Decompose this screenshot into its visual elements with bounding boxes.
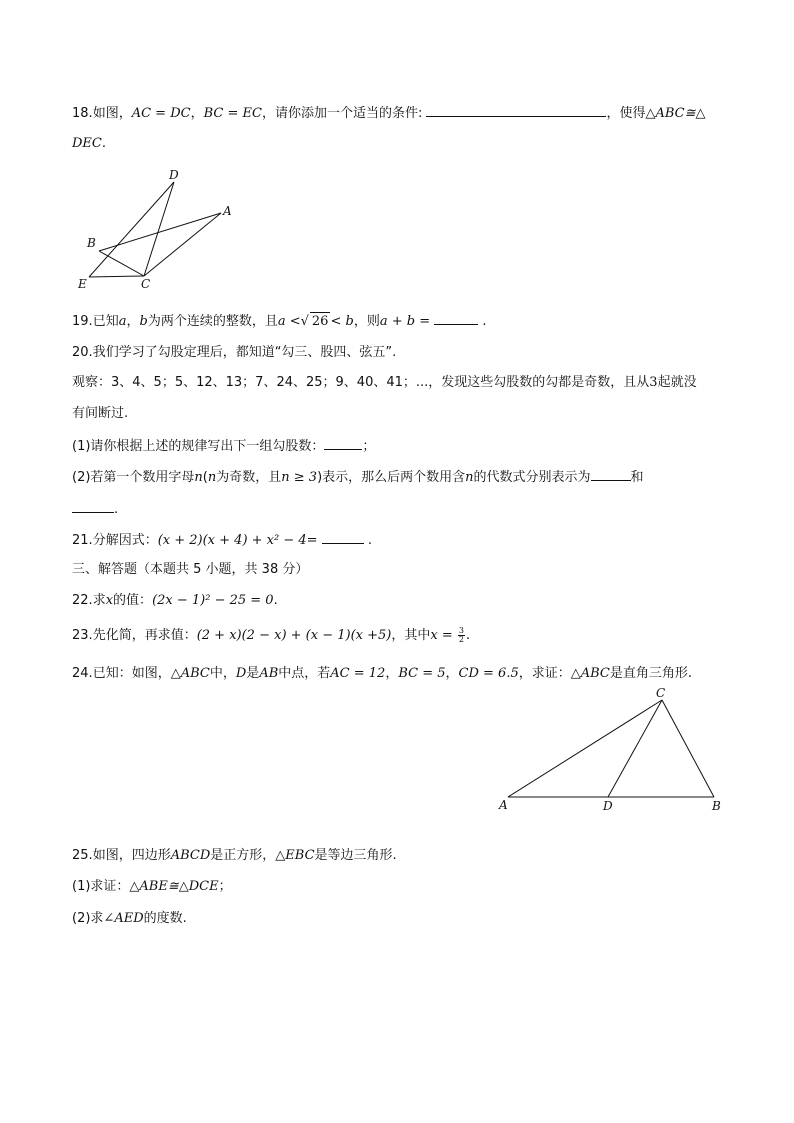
q18-label-E: E bbox=[78, 277, 87, 291]
q21-line: 21.分解因式：(x + 2)(x + 4) + x² − 4= . bbox=[72, 533, 372, 548]
q20-part2-cont: . bbox=[72, 500, 118, 519]
q24-label-C: C bbox=[656, 686, 666, 700]
q20-part1: (1)请你根据上述的规律写出下一组勾股数： ； bbox=[72, 439, 376, 454]
q20-part1-blank[interactable] bbox=[324, 437, 362, 450]
q18-label-D: D bbox=[169, 168, 179, 182]
q18-label-B: B bbox=[87, 236, 96, 250]
q21-answer-blank[interactable] bbox=[322, 531, 364, 544]
q18-label-C: C bbox=[141, 277, 151, 291]
q24-segment-AC bbox=[508, 700, 662, 797]
q25-part2: (2)求∠AED的度数. bbox=[72, 911, 187, 926]
q18-segment-BA bbox=[99, 213, 221, 251]
q20-observe-line2: 有间断过. bbox=[72, 406, 129, 421]
q21-number: 21. bbox=[72, 533, 93, 548]
q18-segment-AC bbox=[144, 213, 221, 276]
q20-part2: (2)若第一个数用字母n(n为奇数，且n ≥ 3)表示，那么后两个数用含n的代数式分别表示为 和 bbox=[72, 470, 644, 485]
q18-line1: 18.如图，AC = DC，BC = EC，请你添加一个适当的条件: ，使得△ABC≅△ bbox=[72, 106, 706, 121]
q19-answer-blank[interactable] bbox=[434, 312, 478, 325]
q18-answer-blank[interactable] bbox=[426, 104, 606, 117]
q22-line: 22.求x的值：(2x − 1)² − 25 = 0. bbox=[72, 593, 278, 608]
q25-number: 25. bbox=[72, 848, 93, 863]
q23-number: 23. bbox=[72, 628, 93, 643]
q25-line: 25.如图，四边形ABCD是正方形，△EBC是等边三角形. bbox=[72, 848, 397, 863]
q18-segment-DE bbox=[89, 182, 174, 277]
q24-number: 24. bbox=[72, 666, 93, 681]
q20-part2-blank2[interactable] bbox=[72, 500, 114, 513]
q24-segment-CD bbox=[608, 700, 662, 797]
section3-heading: 三、解答题（本题共 5 小题，共 38 分） bbox=[72, 562, 309, 577]
q24-segment-CB bbox=[662, 700, 714, 797]
q23-line: 23.先化简，再求值：(2 + x)(2 − x) + (x − 1)(x +5)，其中x = $\frac{3}{2}$ . bbox=[72, 626, 471, 644]
q19-line: 19.已知a，b为两个连续的整数，且a <√ 26 < b，则a + b = . bbox=[72, 314, 487, 329]
q18-figure bbox=[70, 165, 240, 295]
q22-number: 22. bbox=[72, 593, 93, 608]
q18-number: 18. bbox=[72, 106, 93, 121]
q24-label-B: B bbox=[712, 799, 721, 813]
q23-fraction: $\frac{3}{2}$ bbox=[458, 626, 464, 644]
q19-sqrt: 26 bbox=[311, 314, 329, 329]
q18-label-A: A bbox=[223, 204, 232, 218]
q25-part1: (1)求证：△ABE≅△DCE； bbox=[72, 879, 232, 894]
q18-segment-BC bbox=[99, 251, 144, 276]
q20-intro: 20.我们学习了勾股定理后，都知道“勾三、股四、弦五”. bbox=[72, 345, 397, 360]
q20-observe-line1: 观察：3、4、5；5、12、13；7、24、25；9、40、41；...，发现这些勾股数的勾都是奇数，且从3起就没 bbox=[72, 375, 697, 390]
q18-segment-EC bbox=[89, 276, 144, 277]
q24-line: 24.已知：如图，△ABC中，D是AB中点，若AC = 12，BC = 5，CD = 6.5，求证：△ABC是直角三角形. bbox=[72, 666, 693, 681]
q20-part2-blank1[interactable] bbox=[591, 468, 631, 481]
q20-number: 20. bbox=[72, 345, 93, 360]
q18-line2: DEC. bbox=[72, 136, 106, 151]
q24-label-D: D bbox=[603, 799, 613, 813]
q19-number: 19. bbox=[72, 314, 93, 329]
q24-label-A: A bbox=[499, 798, 508, 812]
q24-figure bbox=[495, 684, 730, 816]
